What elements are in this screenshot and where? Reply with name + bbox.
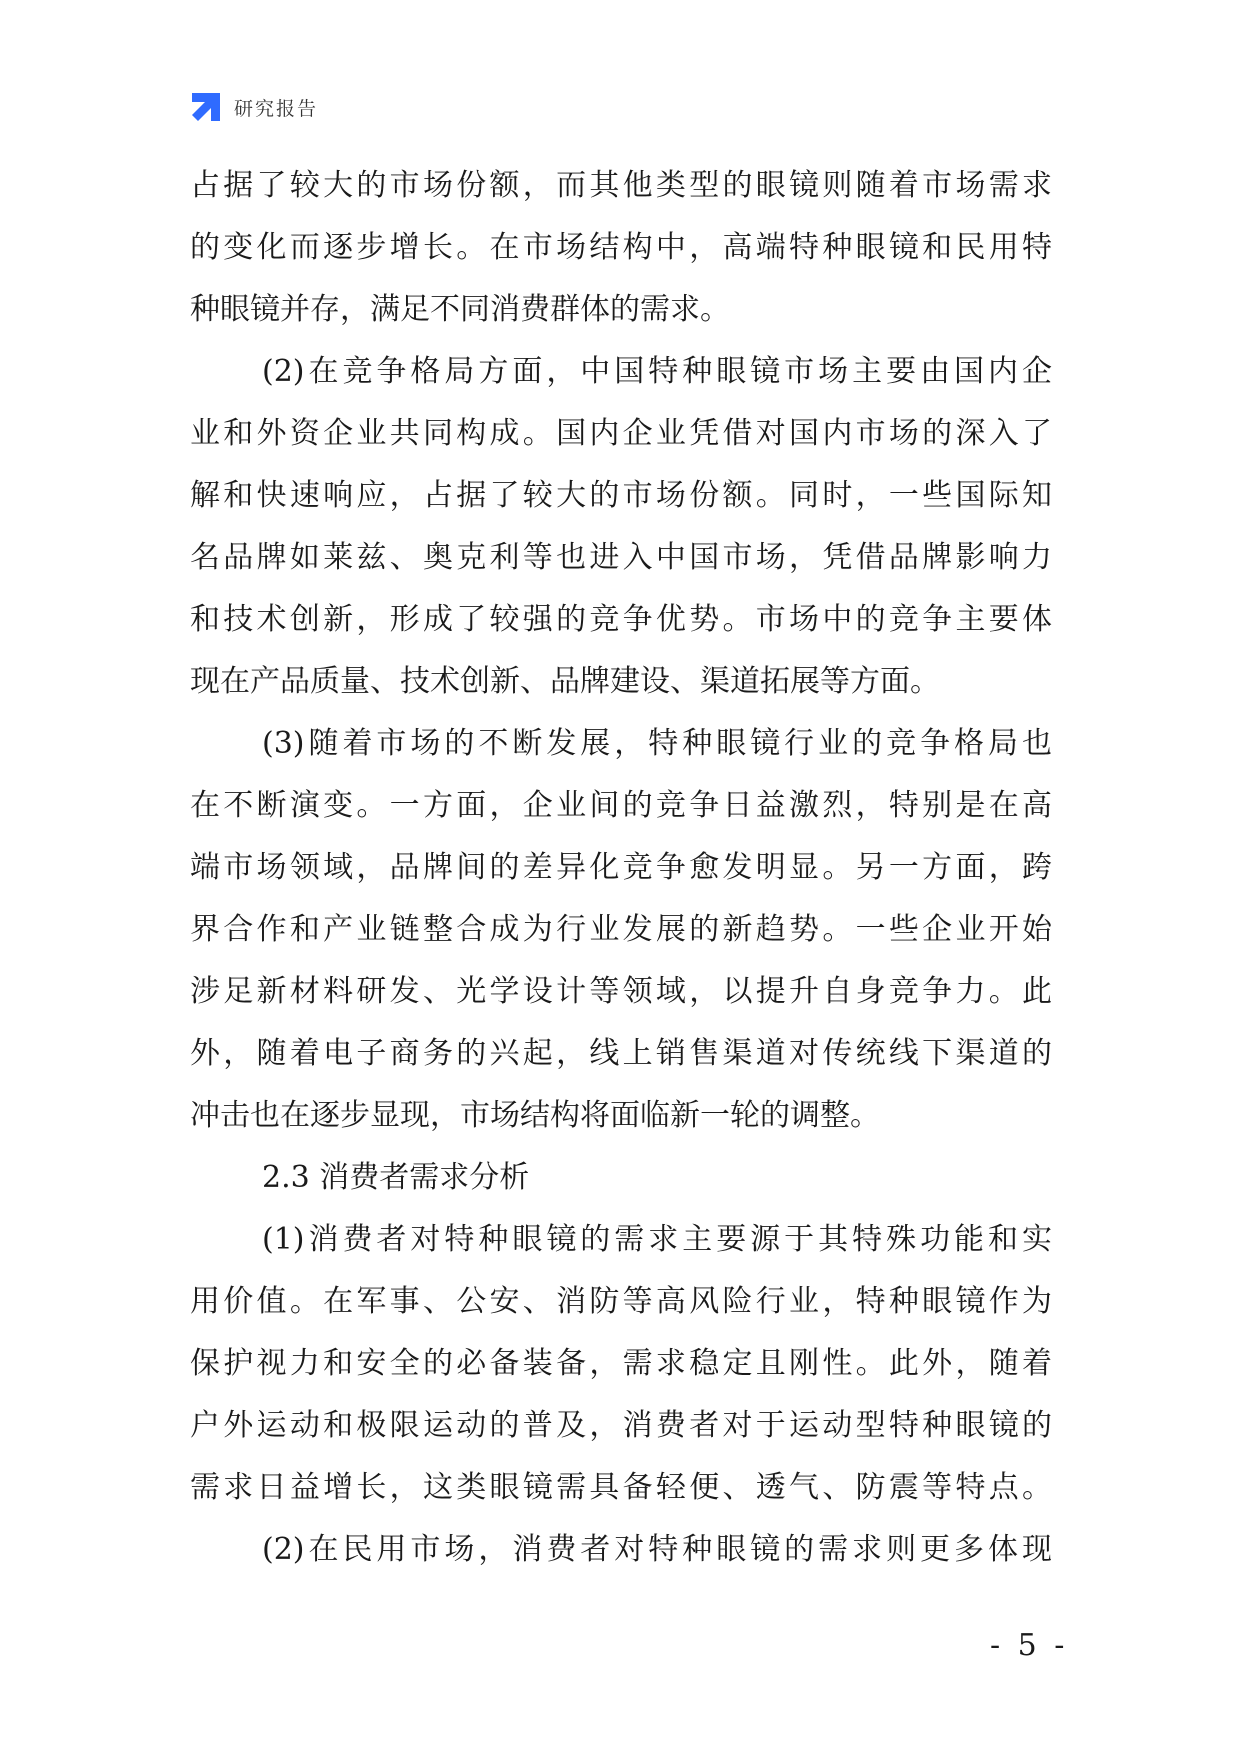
text-line: 需求日益增长，这类眼镜需具备轻便、透气、防震等特点。	[190, 1470, 1052, 1505]
text-line: (1)消费者对特种眼镜的需求主要源于其特殊功能和实	[262, 1222, 1052, 1257]
text-line: 冲击也在逐步显现，市场结构将面临新一轮的调整。	[190, 1098, 880, 1133]
text-line: (3)随着市场的不断发展，特种眼镜行业的竞争格局也	[262, 726, 1052, 761]
text-line: 外，随着电子商务的兴起，线上销售渠道对传统线下渠道的	[190, 1036, 1052, 1071]
text-line: 界合作和产业链整合成为行业发展的新趋势。一些企业开始	[190, 912, 1052, 947]
page-number: - 5 -	[990, 1628, 1069, 1663]
text-line: 种眼镜并存，满足不同消费群体的需求。	[190, 292, 730, 327]
logo-arrow-icon	[190, 91, 222, 123]
document-body	[190, 155, 1052, 1581]
text-line: 业和外资企业共同构成。国内企业凭借对国内市场的深入了	[190, 416, 1052, 451]
text-line: 涉足新材料研发、光学设计等领域，以提升自身竞争力。此	[190, 974, 1052, 1009]
text-line: 用价值。在军事、公安、消防等高风险行业，特种眼镜作为	[190, 1284, 1052, 1319]
text-line: 名品牌如莱兹、奥克利等也进入中国市场，凭借品牌影响力	[190, 540, 1052, 575]
page-header	[190, 90, 318, 124]
text-line: (2)在民用市场，消费者对特种眼镜的需求则更多体现	[262, 1532, 1052, 1567]
text-line: 的变化而逐步增长。在市场结构中，高端特种眼镜和民用特	[190, 230, 1052, 265]
text-line: 在不断演变。一方面，企业间的竞争日益激烈，特别是在高	[190, 788, 1052, 823]
text-line: 户外运动和极限运动的普及，消费者对于运动型特种眼镜的	[190, 1408, 1052, 1443]
text-line: 和技术创新，形成了较强的竞争优势。市场中的竞争主要体	[190, 602, 1052, 637]
text-line: 占据了较大的市场份额，而其他类型的眼镜则随着市场需求	[190, 168, 1052, 203]
text-line: 现在产品质量、技术创新、品牌建设、渠道拓展等方面。	[190, 664, 940, 699]
text-line: 保护视力和安全的必备装备，需求稳定且刚性。此外，随着	[190, 1346, 1052, 1381]
text-line: 端市场领域，品牌间的差异化竞争愈发明显。另一方面，跨	[190, 850, 1052, 885]
text-line: (2)在竞争格局方面，中国特种眼镜市场主要由国内企	[262, 354, 1052, 389]
header-title: 研究报告	[234, 97, 319, 120]
text-line: 解和快速响应，占据了较大的市场份额。同时，一些国际知	[190, 478, 1052, 513]
section-heading: 2.3 消费者需求分析	[262, 1160, 530, 1195]
